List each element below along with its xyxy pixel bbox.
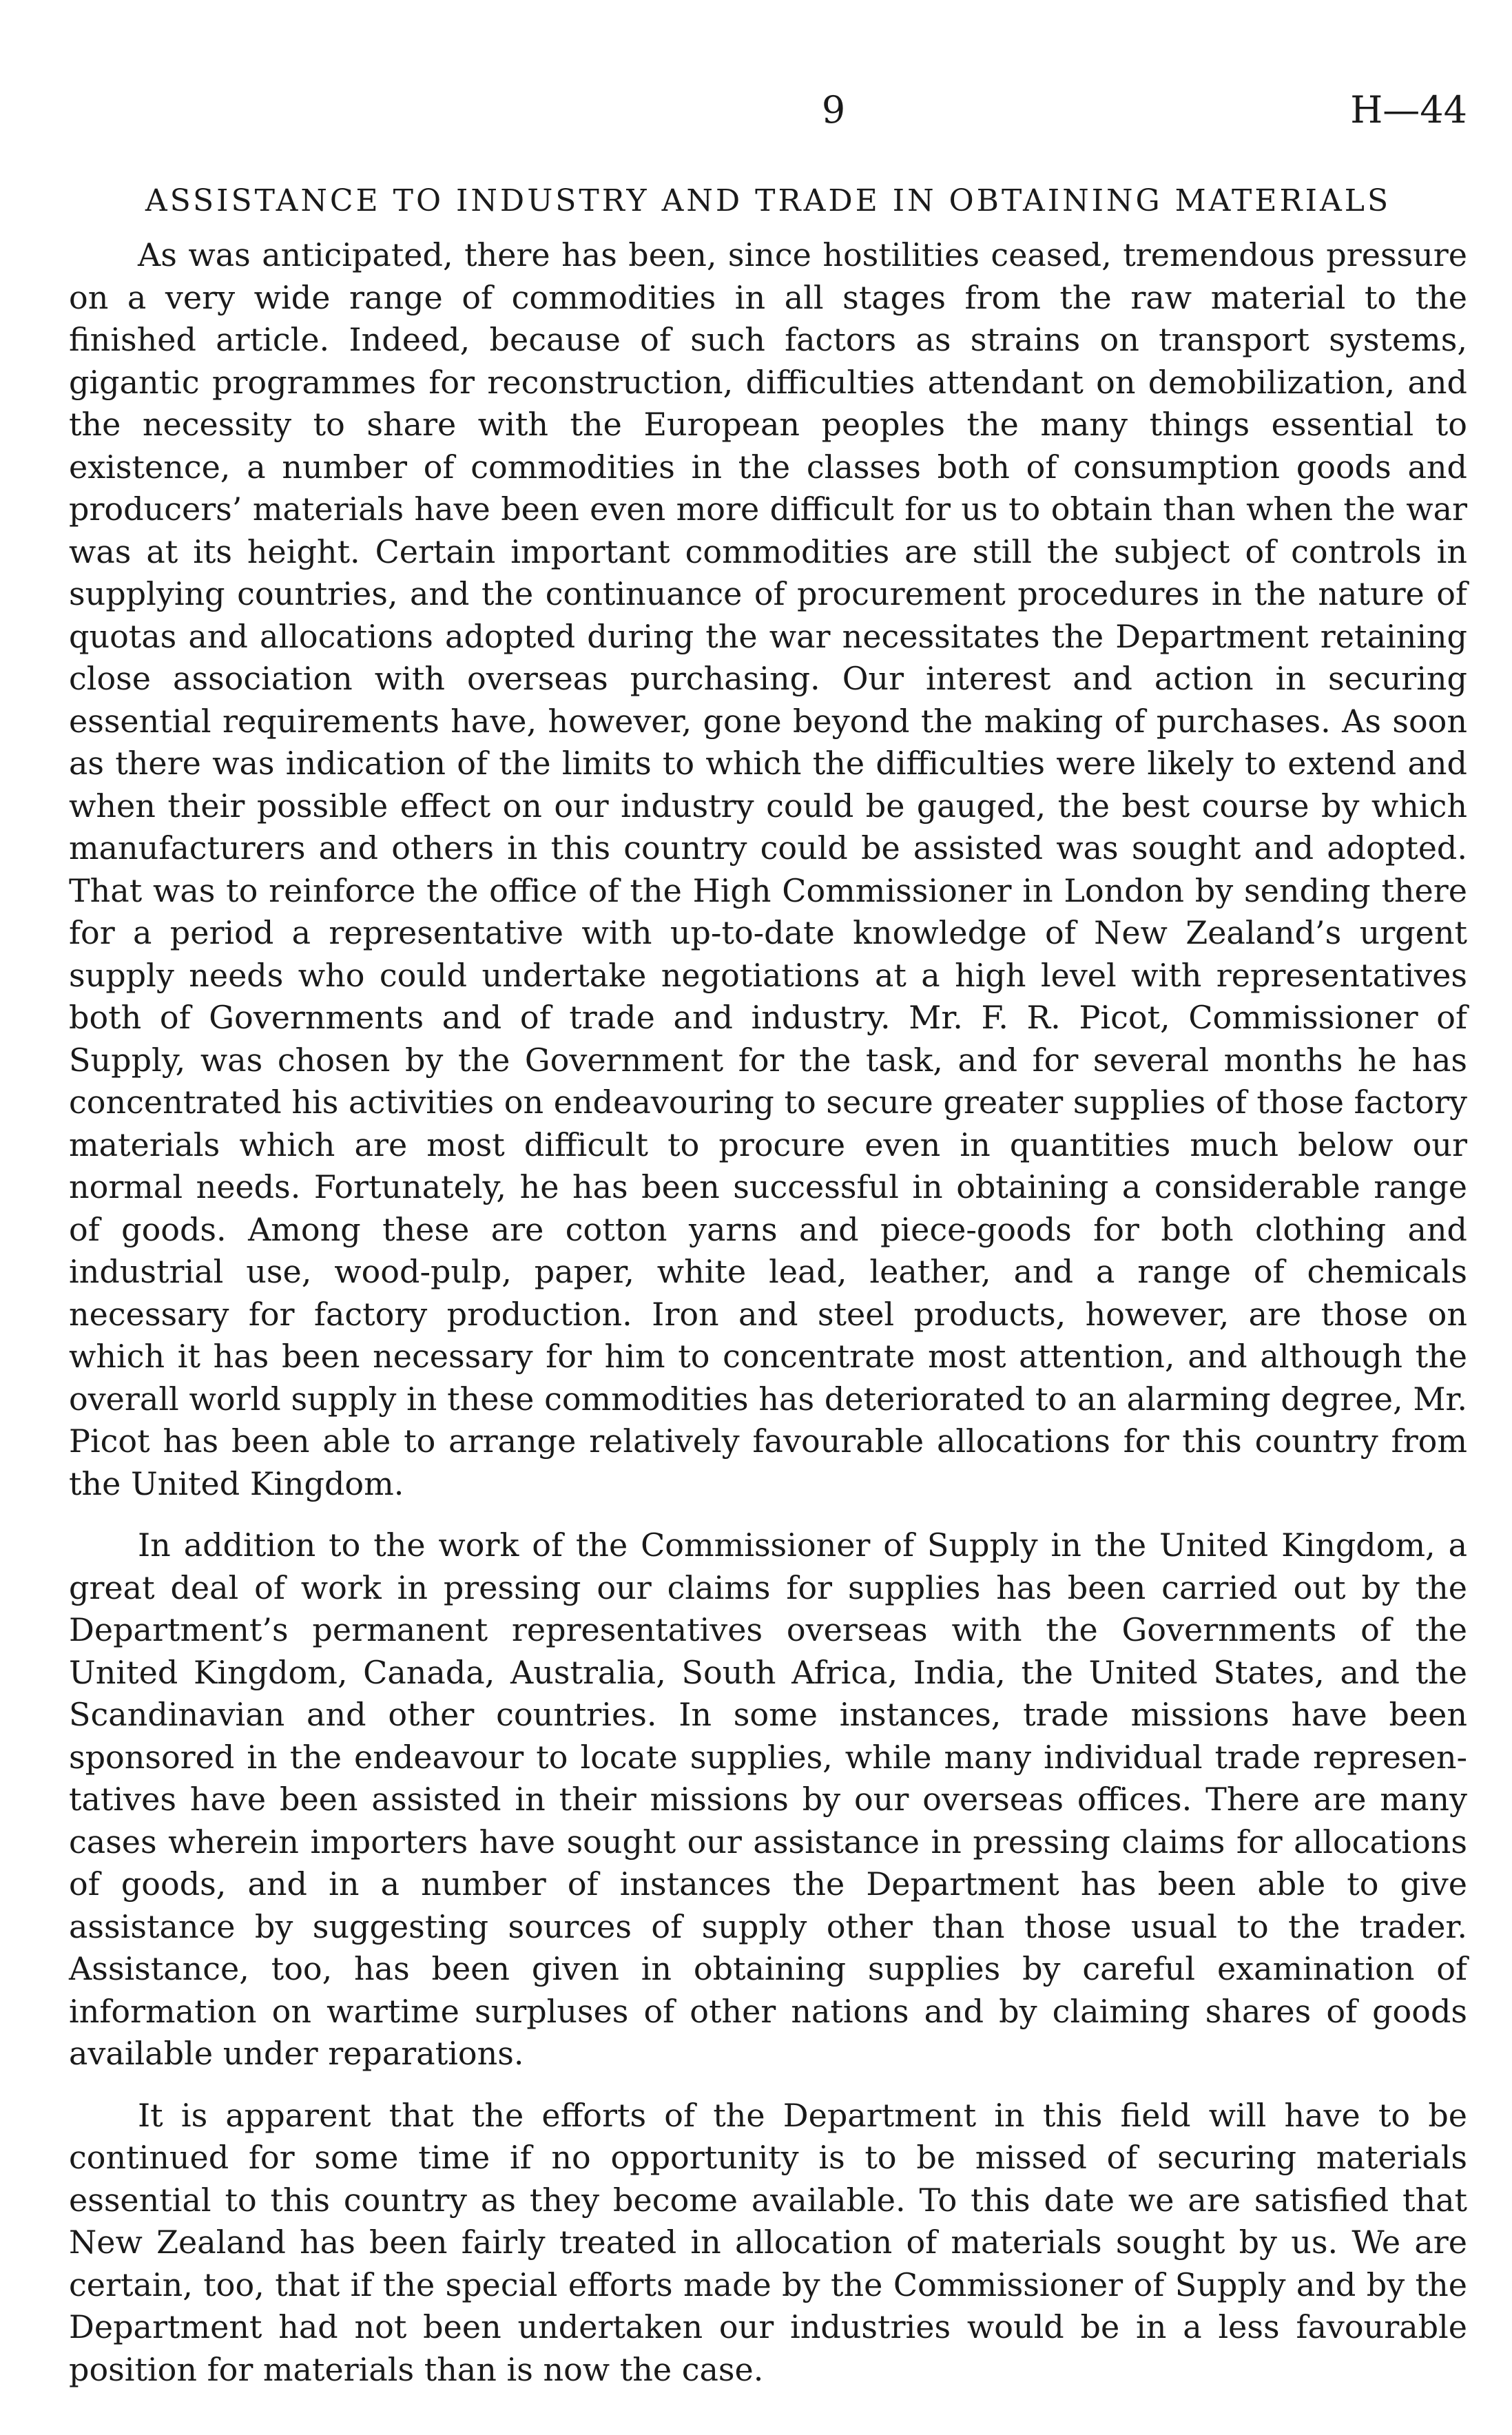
page-header <box>69 83 1467 138</box>
paragraph-3: It is apparent that the efforts of the Department in this field will have to be continued for some time if no opportunity is to be missed of securing materials essential to this country as they become available. To this date we are satisfied that New Zealand has been fairly treated in allocation of materials sought by us. We are certain, too, that if the special efforts made by the Commissioner of Supply and by the Department had not been undertaken our industries would be in a less favourable position for materials than is now the case. <box>69 2096 1467 2388</box>
paragraph-2: In addition to the work of the Commissioner of Supply in the United Kingdom, a great deal of work in pressing our claims for supplies has been carried out by the Department’s permanent representatives overseas with the Governments of the United Kingdom, Canada, Australia, South Africa, India, the United States, and the Scandinavian and other countries. In some instances, trade missions have been sponsored in the endeavour to locate supplies, while many individual trade represen-tatives have been assisted in their missions by our overseas offices. There are many cases wherein importers have sought our assistance in pressing claims for allocations of goods, and in a number of instances the Department has been able to give assistance by suggesting sources of supply other than those usual to the trader. Assistance, too, has been given in obtaining supplies by careful examination of information on wartime surpluses of other nations and by claiming shares of goods available under reparations. <box>69 1526 1467 2072</box>
paragraph-1: As was anticipated, there has been, since hostilities ceased, tremendous pressure on a very wide range of commodities in all stages from the raw material to the finished article. Indeed, because of such factors as strains on transport systems, gigantic programmes for reconstruction, difficulties attendant on demobilization, and the necessity to share with the European peoples the many things essential to existence, a number of commodities in the classes both of consumption goods and producers’ materials have been even more difficult for us to obtain than when the war was at its height. Certain important commodities are still the subject of controls in supplying countries, and the continuance of procurement procedures in the nature of quotas and allocations adopted during the war necessitates the Department retaining close association with overseas purchasing. Our interest and action in securing essential requirements have, however, gone beyond the making of purchases. As soon as there was indication of the limits to which the difficulties were likely to extend and when their possible effect on our industry could be gauged, the best course by which manufacturers and others in this country could be assisted was sought and adopted. That was to reinforce the office of the High Commissioner in London by sending there for a period a representative with up-to-date knowledge of New Zealand’s urgent supply needs who could undertake negotiations at a high level with representatives both of Governments and of trade and industry. Mr. F. R. Picot, Commissioner of Supply, was chosen by the Government for the task, and for several months he has concentrated his activities on endeavouring to secure greater supplies of those factory materials which are most difficult to procure even in quantities much below our normal needs. Fortunately, he has been successful in obtaining a considerable range of goods. Among these are cotton yarns and piece-goods for both clothing and industrial use, wood-pulp, paper, white lead, leather, and a range of chemicals necessary for factory production. Iron and steel products, however, are those on which it has been necessary for him to concentrate most attention, and although the overall world supply in these commodities has deteriorated to an alarming degree, Mr. Picot has been able to arrange relatively favourable allocations for this country from the United Kingdom. <box>69 236 1467 1502</box>
document-reference: H—44 <box>1350 88 1467 132</box>
section-title: ASSISTANCE TO INDUSTRY AND TRADE IN OBTAINING MATERIALS <box>145 183 1391 218</box>
body-text <box>69 234 1467 2410</box>
page-number: 9 <box>821 88 846 132</box>
